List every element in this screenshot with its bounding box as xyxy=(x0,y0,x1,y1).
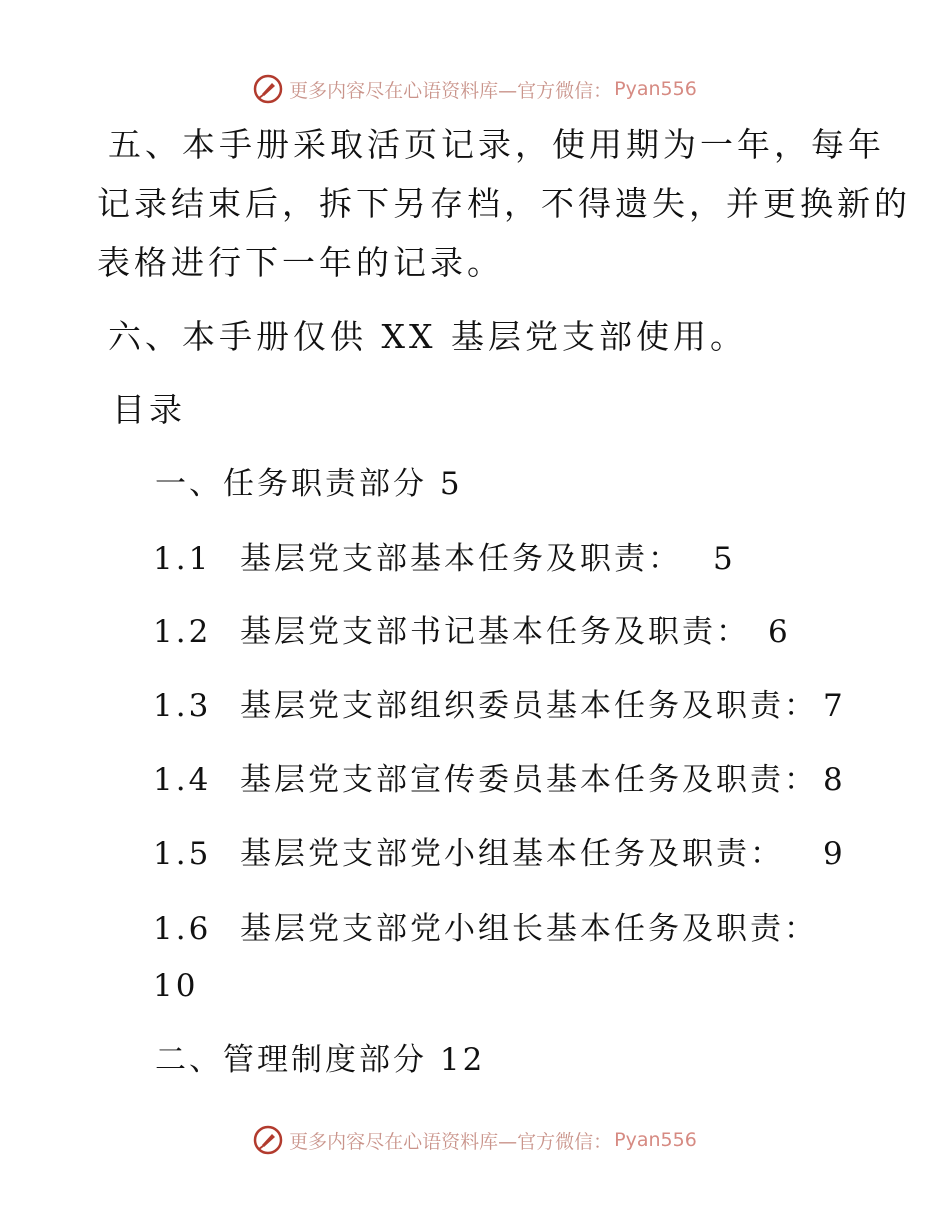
watermark-bottom xyxy=(0,1122,950,1158)
toc-item-number: 1.3 xyxy=(153,688,212,724)
toc-item-title: 基层党支部组织委员基本任务及职责： xyxy=(240,688,818,724)
paragraph-5-line-1: 五、本手册采取活页记录，使用期为一年，每年 xyxy=(108,125,885,164)
toc-item-title: 基层党支部党小组长基本任务及职责： xyxy=(240,911,818,947)
toc-item-number: 1.1 xyxy=(153,541,212,577)
toc-item-page: 6 xyxy=(768,614,791,650)
toc-item-title: 基层党支部宣传委员基本任务及职责： xyxy=(240,762,818,798)
watermark-top xyxy=(0,71,950,107)
paragraph-5-line-2: 记录结束后，拆下另存档，不得遗失，并更换新的 xyxy=(97,184,911,223)
watermark-handle: Pyan556 xyxy=(614,1129,697,1151)
watermark-text: 更多内容尽在心语资料库—官方微信： xyxy=(289,79,613,102)
toc-item-title: 基层党支部书记基本任务及职责： xyxy=(240,614,750,650)
watermark-text: 更多内容尽在心语资料库—官方微信： xyxy=(289,1130,613,1153)
pen-logo-icon xyxy=(253,74,283,104)
toc-item-title: 基层党支部基本任务及职责： xyxy=(240,541,682,577)
toc-item-number: 1.2 xyxy=(153,614,212,650)
watermark-handle: Pyan556 xyxy=(614,78,697,100)
toc-item-page: 9 xyxy=(823,836,846,872)
toc-item-title: 基层党支部党小组基本任务及职责： xyxy=(240,836,784,872)
toc-part-1: 一、任务职责部分 5 xyxy=(155,466,463,502)
paragraph-5-line-3: 表格进行下一年的记录。 xyxy=(97,243,504,282)
toc-item-number: 1.6 xyxy=(153,911,212,947)
pen-logo-icon xyxy=(253,1125,283,1155)
toc-item-number: 1.4 xyxy=(153,762,212,798)
toc-part-2: 二、管理制度部分 12 xyxy=(155,1042,486,1078)
toc-item-page: 5 xyxy=(713,541,736,577)
toc-item-number: 1.5 xyxy=(153,836,212,872)
toc-item-page: 8 xyxy=(823,762,846,798)
paragraph-6: 六、本手册仅供 XX 基层党支部使用。 xyxy=(108,317,747,356)
toc-heading: 目录 xyxy=(112,390,186,429)
toc-item-page: 10 xyxy=(153,968,199,1004)
toc-item-page: 7 xyxy=(823,688,846,724)
